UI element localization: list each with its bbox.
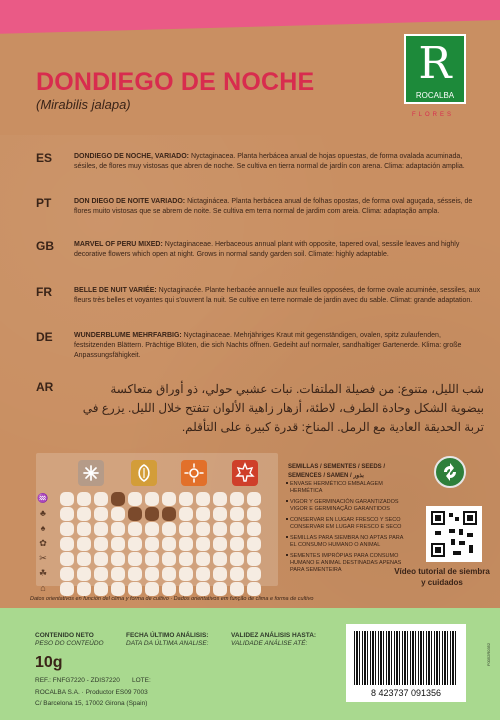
month-cell — [77, 582, 91, 596]
description-ar: شب الليل، متنوع: من فصيلة الملتفات. نبات عشبي حولي، ذو أوراق متعاكسة بيضوية الشكل وحادة الطرف، لاطئة، أزهار زاهية الألوان تتفتح خلال الليل. يزرع في تربة الحديقة العادية مع الرمل. المناخ: قدرة كبيرة على التأقلم. — [82, 382, 484, 434]
lang-code-ar: AR — [36, 380, 54, 394]
month-cell — [247, 582, 261, 596]
net-weight-value: 10g — [35, 654, 63, 671]
month-cell — [162, 552, 176, 566]
net-content-label: CONTENIDO NETO — [35, 632, 94, 639]
logo-brand-text: ROCALBA — [415, 91, 455, 100]
month-cell — [128, 537, 142, 551]
month-cell — [60, 582, 74, 596]
barcode-bars — [354, 631, 458, 685]
month-cell — [60, 507, 74, 521]
scissors-icon: ✂ — [39, 553, 47, 563]
month-cell — [179, 567, 193, 581]
legend-item — [290, 553, 408, 574]
bullet-dot — [286, 482, 288, 484]
legend-item-text: VIGOR Y GERMINACIÓN GARANTIZADOS VIGOR E GERMINAÇÃO GARANTIDOS — [290, 499, 399, 512]
legend-subtitle: SEMENCES / SAMEN / بذور — [288, 473, 364, 479]
description-es-name: DONDIEGO DE NOCHE, VARIADO: — [74, 153, 189, 160]
month-cell — [145, 567, 159, 581]
month-cells — [60, 567, 261, 581]
month-cell — [77, 492, 91, 506]
description-de-name: WUNDERBLUME MEHRFARBIG: — [74, 332, 182, 339]
month-cell — [213, 492, 227, 506]
month-cell — [145, 492, 159, 506]
month-cell — [196, 507, 210, 521]
description-gb — [74, 240, 484, 260]
month-cells — [60, 492, 261, 506]
month-cell — [179, 537, 193, 551]
description-pt-text: Nictaginácea. Planta herbácea anual de folhas opostas, de forma oval aguçada, sésseis, de flores muito vistosas que se abrem de noite. Se cultiva em terra normal de jardim com areia. Clima: adaptação ampla. — [74, 198, 473, 215]
flower-icon: ✿ — [39, 538, 47, 548]
month-cells — [60, 522, 261, 536]
calendar-row-harvest — [36, 567, 278, 582]
month-cell — [128, 492, 142, 506]
month-cell — [111, 567, 125, 581]
month-cell — [77, 552, 91, 566]
month-cell — [60, 522, 74, 536]
month-cell — [247, 492, 261, 506]
month-cell — [162, 567, 176, 581]
rocalba-logo — [404, 34, 466, 104]
month-cell — [213, 537, 227, 551]
month-cell — [77, 537, 91, 551]
month-cell — [94, 507, 108, 521]
bullet-dot — [286, 500, 288, 502]
month-cell — [162, 522, 176, 536]
month-cell — [179, 552, 193, 566]
lang-code-gb: GB — [36, 239, 54, 253]
month-cell — [230, 537, 244, 551]
month-cell — [196, 582, 210, 596]
month-cell — [230, 582, 244, 596]
calendar-row-watering — [36, 492, 278, 507]
month-cell — [196, 552, 210, 566]
month-cell — [179, 492, 193, 506]
month-cell — [196, 522, 210, 536]
description-fr-text: Nyctaginacée. Plante herbacée annuelle aux feuilles opposées, de forme ovale acuminée, sessiles, aux fleurs très belles et voyantes qui s'ouvrent la nuit. Se cultive en terre normale de jardin avec du sable. Climat: grande adaptation. — [74, 287, 481, 304]
month-cell — [128, 567, 142, 581]
month-cell — [213, 582, 227, 596]
description-es-text: Nyctaginacea. Planta herbácea anual de hojas opuestas, de forma ovalada acuminada, sésiles, de flores muy vistosas que abren de noche. Se cultiva en tierra normal de jardín con arena. Clima: adaptación amplia. — [74, 153, 465, 170]
batch-label: LOTE: — [132, 677, 151, 684]
legend-item — [290, 481, 408, 495]
month-cell — [60, 492, 74, 506]
legend-item-text: SEMENTES IMPRÓPIAS PARA CONSUMO HUMANO E ANIMAL DESTINADAS APENAS PARA SEMENTEIRA — [290, 553, 402, 573]
producer-info: ROCALBA S.A. · Productor ES09 7003 — [35, 689, 148, 696]
description-es — [74, 152, 484, 172]
basket-icon: ⌂ — [40, 583, 46, 593]
legend-item-text: ENVASE HERMÉTICO EMBALAGEM HERMÉTICA — [290, 481, 383, 494]
month-cell — [111, 492, 125, 506]
month-cell — [111, 507, 125, 521]
month-cell — [213, 507, 227, 521]
month-cell — [247, 537, 261, 551]
legend-title: SEMILLAS / SEMENTES / SEEDS / — [288, 464, 386, 470]
month-cells — [60, 507, 261, 521]
net-content-label-pt: PESO DO CONTEÚDO — [35, 640, 104, 647]
qr-code[interactable] — [426, 506, 482, 562]
product-title: DONDIEGO DE NOCHE — [36, 68, 315, 96]
seed-icon — [131, 460, 157, 486]
month-cell — [196, 537, 210, 551]
calendar-row-planting — [36, 522, 278, 537]
month-cell — [247, 507, 261, 521]
lang-code-de: DE — [36, 330, 53, 344]
month-cell — [111, 552, 125, 566]
month-cell — [213, 552, 227, 566]
maple-leaf-icon — [232, 460, 258, 486]
lang-code-es: ES — [36, 151, 53, 165]
month-cell — [196, 567, 210, 581]
seedling-icon: ♣ — [40, 508, 46, 518]
month-cell — [94, 492, 108, 506]
month-cell — [230, 552, 244, 566]
barcode-number: 8 423737 091356 — [370, 688, 442, 698]
month-cell — [179, 582, 193, 596]
month-cell — [128, 507, 142, 521]
watering-can-icon: ♒ — [37, 493, 49, 503]
month-cell — [60, 537, 74, 551]
month-cell — [247, 552, 261, 566]
month-cell — [77, 567, 91, 581]
plant-icon: ♠ — [40, 523, 46, 533]
month-cell — [145, 552, 159, 566]
month-cells — [60, 552, 261, 566]
side-print-code: F0052R0352 — [486, 642, 491, 666]
latin-name: (Mirabilis jalapa) — [36, 97, 131, 112]
month-cell — [128, 522, 142, 536]
month-cell — [111, 582, 125, 596]
calendar-row-sowing — [36, 507, 278, 522]
month-cell — [179, 522, 193, 536]
month-cell — [213, 522, 227, 536]
legend-item-text: SEMILLAS PARA SIEMBRA NO APTAS PARA EL CONSUMO HUMANO O ANIMAL — [290, 535, 404, 548]
month-cell — [162, 492, 176, 506]
description-pt-name: DON DIEGO DE NOITE VARIADO: — [74, 198, 186, 205]
producer-address: C/ Barcelona 15, 17002 Girona (Spain) — [35, 700, 148, 707]
green-dot-recycle-icon — [434, 456, 466, 488]
month-cell — [162, 507, 176, 521]
bullet-dot — [286, 518, 288, 520]
month-cell — [230, 507, 244, 521]
month-cell — [77, 507, 91, 521]
month-cell — [145, 522, 159, 536]
description-fr — [74, 286, 484, 306]
ean-barcode — [346, 624, 466, 702]
month-cell — [145, 582, 159, 596]
calendar-row-flowering — [36, 537, 278, 552]
month-cell — [94, 552, 108, 566]
month-cell — [162, 582, 176, 596]
description-gb-text: Nyctaginaceae. Herbaceous annual plant with opposite, tapered oval, sessile leaves and highly decorative flowers which open at night. Grows in normal sandy garden soil. Climate: highly adaptable. — [74, 241, 460, 258]
legend-item-text: CONSERVAR EN LUGAR FRESCO Y SECO CONSERVAR EM LUGAR FRESCO E SECO — [290, 517, 402, 530]
month-cell — [94, 582, 108, 596]
sun-icon — [181, 460, 207, 486]
last-analysis-label: FECHA ÚLTIMO ANÁLISIS: — [126, 632, 209, 639]
description-pt — [74, 197, 484, 217]
description-de — [74, 331, 484, 361]
harvest-icon: ☘ — [38, 568, 48, 578]
month-cell — [230, 567, 244, 581]
month-cell — [111, 522, 125, 536]
month-cell — [230, 522, 244, 536]
month-cell — [145, 537, 159, 551]
reference-code: REF.: FNFG7220 - ZDIS7220 — [35, 677, 120, 684]
description-de-text: Nyctaginaceae. Mehrjähriges Kraut mit gegenständigen, ovalen, spitz zulaufenden, festsitzenden Blättern. Prächtige Blüten, die sich Nachts öffnen. Gedeiht auf normaler, sandhaltiger Gartenerde. Klima: große Anpassungsfähigkeit. — [74, 332, 462, 359]
last-analysis-label-pt: DATA DA ÚLTIMA ANALISE: — [126, 640, 209, 647]
bullet-dot — [286, 554, 288, 556]
month-cell — [111, 537, 125, 551]
month-cell — [94, 522, 108, 536]
month-cell — [247, 567, 261, 581]
legend-item — [290, 535, 408, 549]
description-fr-name: BELLE DE NUIT VARIÉE: — [74, 287, 157, 294]
month-cells — [60, 537, 261, 551]
video-tutorial-link[interactable]: Vídeo tutorial de siembra y cuidados — [394, 567, 490, 587]
month-cell — [213, 567, 227, 581]
month-cell — [247, 522, 261, 536]
legend-item — [290, 499, 408, 513]
analysis-validity-label: VALIDEZ ANÁLISIS HASTA: — [231, 632, 317, 639]
month-cell — [162, 537, 176, 551]
legend-item — [290, 517, 408, 531]
calendar-row-basket — [36, 582, 278, 597]
logo-subtitle: FLORES — [412, 112, 455, 118]
lang-code-pt: PT — [36, 196, 52, 210]
month-cell — [196, 492, 210, 506]
month-cell — [128, 582, 142, 596]
lang-code-fr: FR — [36, 285, 52, 299]
logo-letter-r: R — [418, 38, 452, 89]
month-cell — [60, 552, 74, 566]
analysis-validity-label-pt: VALIDADE ANÁLISE ATÉ: — [231, 640, 308, 647]
calendar-footnote: Datos orientativos en función del clima y forma de cultivo · Dados orientativos em função de clima e forma de cultivo — [30, 596, 314, 602]
description-gb-name: MARVEL OF PERU MIXED: — [74, 241, 163, 248]
month-cell — [128, 552, 142, 566]
month-cell — [94, 537, 108, 551]
month-cell — [94, 567, 108, 581]
month-cell — [230, 492, 244, 506]
month-cell — [145, 507, 159, 521]
snowflake-icon — [78, 460, 104, 486]
month-cell — [77, 522, 91, 536]
calendar-row-pruning — [36, 552, 278, 567]
bullet-dot — [286, 536, 288, 538]
month-cells — [60, 582, 261, 596]
month-cell — [179, 507, 193, 521]
month-cell — [60, 567, 74, 581]
